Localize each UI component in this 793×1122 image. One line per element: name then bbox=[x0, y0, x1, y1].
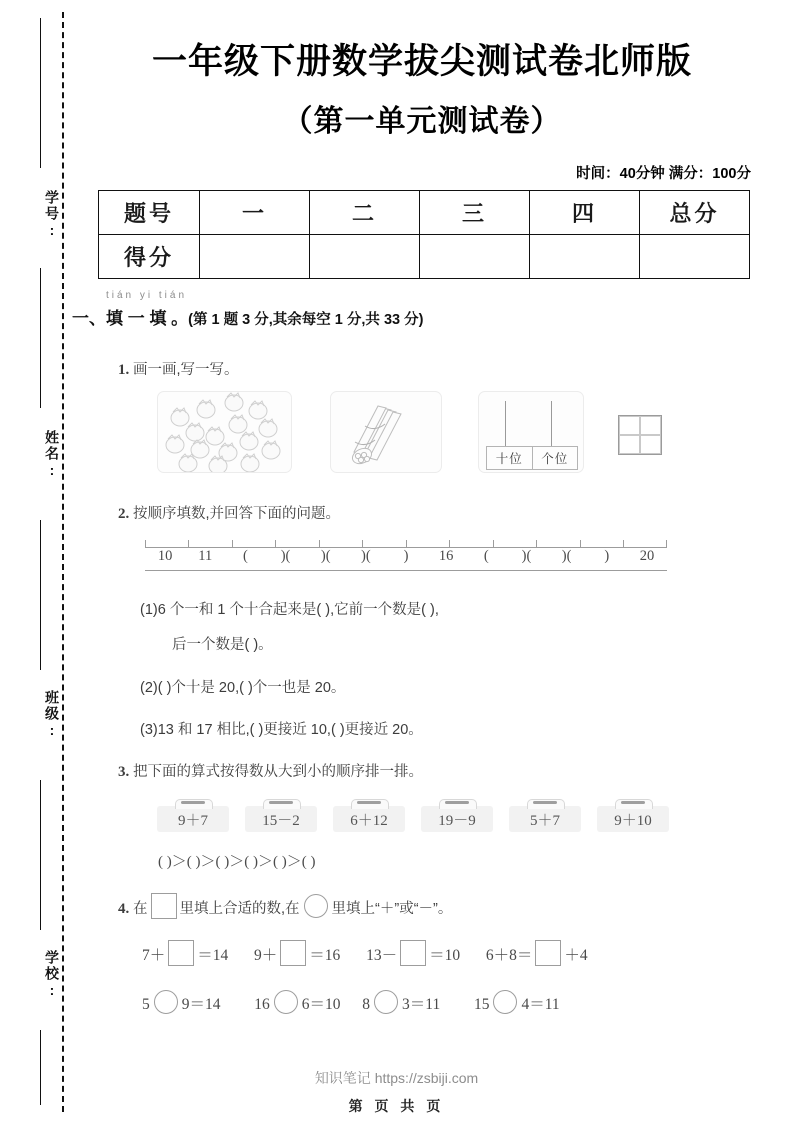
write-line-4 bbox=[40, 780, 41, 930]
score-header-total: 总分 bbox=[640, 191, 750, 235]
place-value-base bbox=[486, 446, 578, 470]
question-1-number: 1. bbox=[118, 362, 130, 378]
margin-binding-strip bbox=[0, 0, 72, 1122]
numberline-item[interactable]: )( bbox=[561, 548, 572, 564]
question-2-text: 按顺序填数,并回答下面的问题。 bbox=[133, 506, 341, 522]
question-4-heading bbox=[118, 893, 452, 919]
numberline-item[interactable]: )( bbox=[280, 548, 291, 564]
answer-box[interactable] bbox=[535, 940, 561, 966]
inline-blank-circle-icon bbox=[304, 894, 328, 918]
equation-item bbox=[254, 990, 340, 1014]
score-header-1: 一 bbox=[200, 191, 310, 235]
numberline-item[interactable]: )( bbox=[320, 548, 331, 564]
equation-left: 13－ bbox=[366, 947, 398, 964]
question-4-number: 4. bbox=[118, 901, 130, 917]
equation-right: ＝14 bbox=[197, 947, 229, 964]
equation-right: 9＝14 bbox=[181, 996, 221, 1013]
question-2-sub-3[interactable]: (3)13 和 17 相比,( )更接近 10,( )更接近 20。 bbox=[140, 722, 423, 738]
margin-label-name: 姓名: bbox=[44, 430, 60, 480]
equation-left: 9＋ bbox=[254, 947, 278, 964]
answer-circle[interactable] bbox=[493, 990, 517, 1014]
ones-label: 个位 bbox=[532, 447, 578, 469]
equation-item bbox=[142, 990, 221, 1014]
question-3-heading bbox=[118, 760, 423, 781]
section-pinyin: tián yi tián bbox=[106, 290, 188, 301]
equation-right: ＋4 bbox=[564, 947, 588, 964]
grid-cell[interactable] bbox=[619, 416, 640, 435]
margin-label-school: 学校: bbox=[44, 950, 60, 1000]
question-4-text-a: 在 bbox=[133, 901, 148, 917]
equation-right: 3＝11 bbox=[402, 996, 441, 1013]
grid-cell[interactable] bbox=[640, 416, 661, 435]
question-2-sub-2[interactable]: (2)( )个十是 20,( )个一也是 20。 bbox=[140, 680, 346, 696]
equation-left: 8 bbox=[362, 996, 371, 1013]
score-header-label: 题号 bbox=[99, 191, 200, 235]
stick-bundle-box bbox=[330, 391, 442, 473]
numberline-item[interactable]: ) bbox=[403, 548, 409, 564]
score-cell-4[interactable] bbox=[530, 235, 640, 279]
answer-circle[interactable] bbox=[374, 990, 398, 1014]
write-line-2 bbox=[40, 268, 41, 408]
page-footer: 第 页 共 页 bbox=[348, 1098, 445, 1114]
question-2-number: 2. bbox=[118, 506, 130, 522]
table-row bbox=[99, 191, 750, 235]
score-header-4: 四 bbox=[530, 191, 640, 235]
score-table bbox=[98, 190, 750, 279]
margin-label-student-id: 学号: bbox=[44, 190, 60, 240]
numberline-item[interactable]: )( bbox=[521, 548, 532, 564]
answer-circle[interactable] bbox=[274, 990, 298, 1014]
write-line-1 bbox=[40, 18, 41, 168]
number-line-values[interactable] bbox=[145, 548, 667, 565]
equation-item bbox=[474, 990, 560, 1014]
answer-circle[interactable] bbox=[154, 990, 178, 1014]
question-3-text: 把下面的算式按得数从大到小的顺序排一排。 bbox=[133, 764, 423, 780]
grid-cell[interactable] bbox=[619, 435, 640, 454]
question-2-heading bbox=[118, 502, 340, 523]
numberline-item: 20 bbox=[639, 548, 655, 564]
expression-card[interactable]: 15－2 bbox=[245, 806, 317, 832]
expression-card-row bbox=[157, 806, 685, 832]
equation-item bbox=[362, 990, 440, 1014]
numberline-item[interactable]: ) bbox=[604, 548, 610, 564]
question-4-row-1 bbox=[142, 940, 588, 966]
numberline-item[interactable]: ( bbox=[242, 548, 248, 564]
question-4-row-2 bbox=[142, 990, 560, 1014]
equation-left: 5 bbox=[142, 996, 150, 1013]
inline-blank-box-icon bbox=[151, 893, 177, 919]
equation-item bbox=[142, 940, 228, 966]
place-value-chart bbox=[479, 392, 583, 472]
numberline-item[interactable]: ( bbox=[483, 548, 489, 564]
equation-right: 6＝10 bbox=[301, 996, 341, 1013]
equation-right: 4＝11 bbox=[521, 996, 560, 1013]
strawberry-picture-box bbox=[157, 391, 292, 473]
dashed-fold-line bbox=[62, 12, 64, 1112]
ones-post bbox=[551, 401, 552, 446]
question-2-sub-1[interactable]: (1)6 个一和 1 个十合起来是( ),它前一个数是( ), bbox=[140, 602, 439, 618]
score-header-3: 三 bbox=[420, 191, 530, 235]
margin-label-class: 班级: bbox=[44, 690, 60, 740]
score-row-label: 得分 bbox=[99, 235, 200, 279]
write-line-3 bbox=[40, 520, 41, 670]
answer-box[interactable] bbox=[168, 940, 194, 966]
answer-box[interactable] bbox=[400, 940, 426, 966]
expression-card[interactable]: 19－9 bbox=[421, 806, 493, 832]
page-title: 一年级下册数学拔尖测试卷北师版 bbox=[151, 42, 692, 81]
numberline-item: 16 bbox=[438, 548, 454, 564]
stick-bundle-icon bbox=[331, 392, 441, 472]
equation-right: ＝16 bbox=[309, 947, 341, 964]
table-row bbox=[99, 235, 750, 279]
equation-left: 15 bbox=[473, 996, 490, 1013]
numberline-item[interactable]: )( bbox=[361, 548, 371, 564]
equation-left: 16 bbox=[254, 996, 270, 1013]
score-cell-2[interactable] bbox=[310, 235, 420, 279]
answer-grid-box[interactable] bbox=[618, 415, 662, 455]
equation-item bbox=[254, 940, 340, 966]
question-4-text-c: 里填上“＋”或“－”。 bbox=[331, 901, 453, 917]
equation-item bbox=[366, 940, 460, 966]
tens-label: 十位 bbox=[495, 452, 523, 466]
expression-card[interactable]: 9＋7 bbox=[157, 806, 229, 832]
expression-card[interactable]: 5＋7 bbox=[509, 806, 581, 832]
place-value-chart-box bbox=[478, 391, 584, 473]
question-3-number: 3. bbox=[118, 764, 130, 780]
expression-card[interactable]: 9＋10 bbox=[597, 806, 669, 832]
equation-left: 6＋8＝ bbox=[485, 947, 533, 964]
section-heading-text: 一、填 一 填 。 bbox=[72, 309, 189, 328]
equation-item bbox=[486, 940, 588, 966]
strawberry-icon-group bbox=[158, 392, 291, 472]
numberline-item: 10 bbox=[157, 548, 173, 564]
question-2-sub-1b[interactable]: 后一个数是( )。 bbox=[172, 637, 273, 653]
question-1-text: 画一画,写一写。 bbox=[133, 362, 239, 378]
section-heading bbox=[72, 304, 762, 329]
answer-box[interactable] bbox=[280, 940, 306, 966]
equation-right: ＝10 bbox=[429, 947, 461, 964]
score-cell-1[interactable] bbox=[200, 235, 310, 279]
section-points: (第 1 题 3 分,其余每空 1 分,共 33 分) bbox=[188, 312, 424, 328]
question-3-compare-row[interactable]: ( )＞( )＞( )＞( )＞( )＞( ) bbox=[158, 854, 316, 870]
exam-meta: 时间：40分钟 满分：100分 bbox=[576, 166, 751, 182]
equation-left: 7＋ bbox=[142, 947, 166, 964]
tens-post bbox=[505, 401, 506, 446]
score-header-2: 二 bbox=[310, 191, 420, 235]
score-cell-3[interactable] bbox=[420, 235, 530, 279]
number-line bbox=[145, 540, 667, 574]
score-cell-total[interactable] bbox=[640, 235, 750, 279]
grid-cell[interactable] bbox=[640, 435, 661, 454]
page-subtitle: （第一单元测试卷） bbox=[282, 105, 562, 138]
expression-card[interactable]: 6＋12 bbox=[333, 806, 405, 832]
watermark: 知识笔记 https://zsbiji.com bbox=[314, 1070, 479, 1086]
question-4-text-b: 里填上合适的数,在 bbox=[179, 901, 300, 917]
numberline-item: 11 bbox=[198, 548, 213, 564]
question-1-heading bbox=[118, 358, 239, 379]
